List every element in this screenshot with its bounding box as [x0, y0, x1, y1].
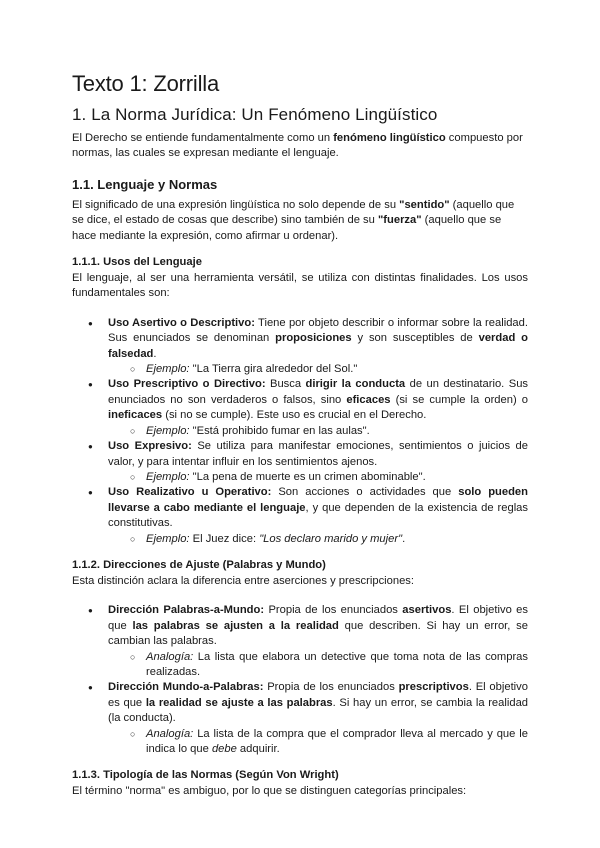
- list-item-palabras-a-mundo: ● Dirección Palabras-a-Mundo: Propia de los enunciados asertivos. El objetivo es que las palabras se ajusten a la realidad que describen. Si hay un error, se cambian las palabras. ○ Analogía: La lista que elabora un detective que toma nota de las compras realizadas.: [72, 603, 528, 680]
- section-1-1-3-intro: El término "norma" es ambiguo, por lo que se distinguen categorías principales:: [72, 785, 467, 798]
- example-expresivo: ○ Ejemplo: "La pena de muerte es un crimen abominable".: [108, 470, 528, 485]
- list-item-uso-realizativo: ● Uso Realizativo u Operativo: Son acciones o actividades que solo pueden llevarse a cabo mediante el lenguaje, y que dependen de la existencia de reglas constitutivas. ○ Ejemplo: El Juez dice: "Los declaro marido y mujer".: [72, 485, 528, 547]
- section-1-heading: 1. La Norma Jurídica: Un Fenómeno Lingüístico: [72, 105, 438, 124]
- usos-list: [72, 316, 528, 547]
- example-asertivo: ○ Ejemplo: "La Tierra gira alrededor del Sol.": [108, 362, 528, 377]
- list-item-uso-prescriptivo: ● Uso Prescriptivo o Directivo: Busca dirigir la conducta de un destinatario. Sus enunciados no son verdaderos o falsos, sino eficaces (si se cumple la orden) o ineficaces (si no se cumple). Este uso es crucial en el Derecho. ○ Ejemplo: "Está prohibido fumar en las aulas".: [72, 377, 528, 439]
- list-item-uso-asertivo: ● Uso Asertivo o Descriptivo: Tiene por objeto describir o informar sobre la realidad. Sus enunciados se denominan proposiciones y son susceptibles de verdad o falsedad. ○ Ejemplo: "La Tierra gira alrededor del Sol.": [72, 316, 528, 378]
- analogy-mundo-a-palabras: ○ Analogía: La lista de la compra que el comprador lleva al mercado y que le indica lo que debe adquirir.: [108, 727, 528, 758]
- section-1-1-3-heading: 1.1.3. Tipología de las Normas (Según Von Wright): [72, 769, 339, 782]
- document-title: Texto 1: Zorrilla: [72, 71, 219, 96]
- section-1-1-2-heading: 1.1.2. Direcciones de Ajuste (Palabras y Mundo): [72, 558, 326, 571]
- section-1-1-2-intro: Esta distinción aclara la diferencia entre aserciones y prescripciones:: [72, 574, 415, 587]
- section-1-1-1-heading: 1.1.1. Usos del Lenguaje: [72, 256, 202, 269]
- list-item-mundo-a-palabras: ● Dirección Mundo-a-Palabras: Propia de los enunciados prescriptivos. El objetivo es que la realidad se ajuste a las palabras. Si hay un error, se cambia la realidad (la conducta). ○ Analogía: La lista de la compra que el comprador lleva al mercado y que le indica lo que debe adquirir.: [72, 680, 528, 757]
- section-1-intro: El Derecho se entiende fundamentalmente como un fenómeno lingüístico compuesto por normas, las cuales se expresan mediante el lenguaje.: [72, 132, 523, 160]
- example-prescriptivo: ○ Ejemplo: "Está prohibido fumar en las aulas".: [108, 424, 528, 439]
- section-1-1-paragraph: El significado de una expresión lingüística no solo depende de su "sentido" (aquello que se dice, el estado de cosas que describe) sino también de su "fuerza" (aquello que se hace mediante la expresión, como afirmar u ordenar).: [72, 198, 515, 242]
- section-1-1-heading: 1.1. Lenguaje y Normas: [72, 176, 218, 192]
- example-realizativo: ○ Ejemplo: El Juez dice: "Los declaro marido y mujer".: [108, 532, 528, 547]
- list-item-uso-expresivo: ● Uso Expresivo: Se utiliza para manifestar emociones, sentimientos o juicios de valor, y para intentar influir en los sentimientos ajenos. ○ Ejemplo: "La pena de muerte es un crimen abominable".: [72, 439, 528, 485]
- section-1-1-1-intro: El lenguaje, al ser una herramienta versátil, se utiliza con distintas finalidades. Los usos fundamentales son:: [72, 272, 528, 300]
- analogy-palabras-a-mundo: ○ Analogía: La lista que elabora un detective que toma nota de las compras realizadas.: [108, 650, 528, 681]
- direcciones-list: [72, 603, 528, 757]
